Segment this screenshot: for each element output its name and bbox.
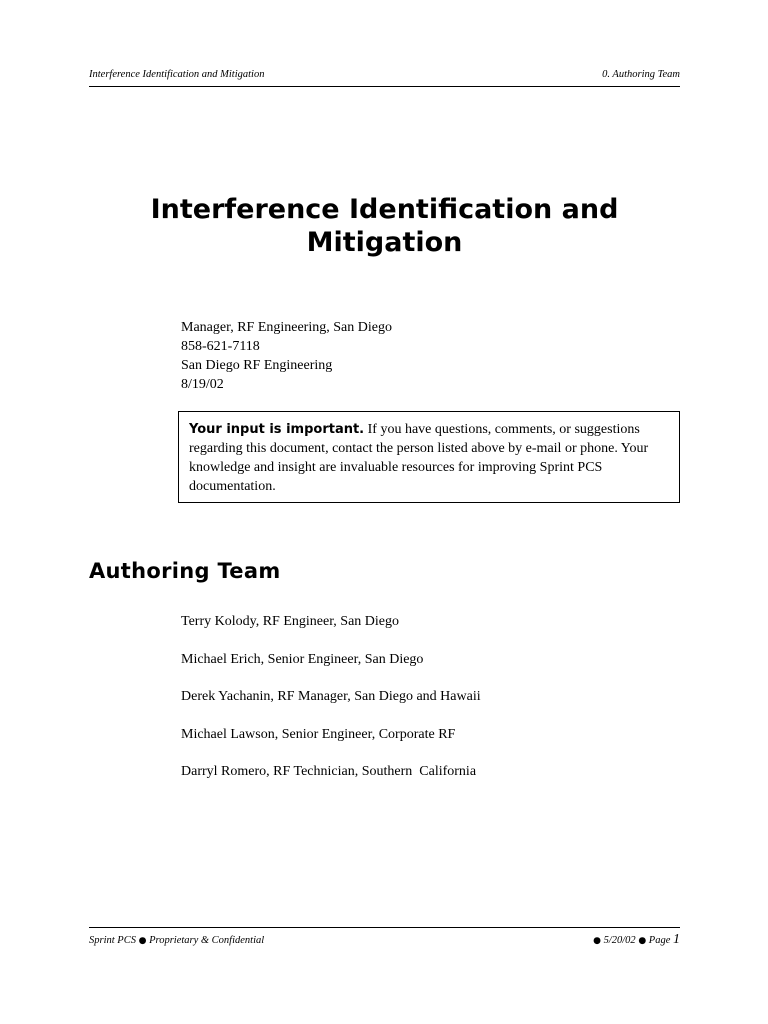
footer-date: 5/20/02 [603,935,636,946]
bullet-icon: ● [638,936,647,946]
team-member: Derek Yachanin, RF Manager, San Diego and Hawaii [181,689,481,704]
document-title [89,193,680,259]
contact-department: San Diego RF Engineering [181,358,333,373]
footer-page-label: Page [648,935,671,946]
page-header [89,68,680,87]
bullet-icon: ● [593,936,601,946]
section-heading: Authoring Team [89,559,281,583]
team-member: Michael Lawson, Senior Engineer, Corporate RF [181,726,456,742]
footer-company: Sprint PCS [89,935,136,946]
header-document-title: Interference Identification and Mitigation [89,69,265,80]
footer-page-number: 1 [673,932,680,947]
document-title-line-2: Mitigation [306,227,463,258]
notice-body: If you have questions, comments, or suggestions regarding this document, contact the person listed above by e-mail or phone. Your knowledge and insight are invaluable resources for improving Sprint PCS documentation. [189,422,649,494]
footer-left [89,935,264,946]
bullet-icon: ● [138,936,147,946]
team-list [181,612,481,800]
header-section-title: 0. Authoring Team [602,69,680,80]
notice-lead: Your input is important. [189,422,365,437]
team-member: Darryl Romero, RF Technician, Southern California [181,764,477,779]
page-footer [89,927,680,947]
contact-phone: 858-621-7118 [181,339,260,354]
contact-block [181,318,392,394]
footer-right [593,932,680,948]
footer-confidential: Proprietary & Confidential [149,935,265,946]
contact-date: 8/19/02 [181,377,224,392]
contact-role: Manager, RF Engineering, San Diego [181,320,392,335]
feedback-notice-box [178,411,680,503]
team-member: Michael Erich, Senior Engineer, San Diego [181,651,424,667]
document-title-line-1: Interference Identification and [150,194,619,225]
team-member: Terry Kolody, RF Engineer, San Diego [181,614,400,629]
